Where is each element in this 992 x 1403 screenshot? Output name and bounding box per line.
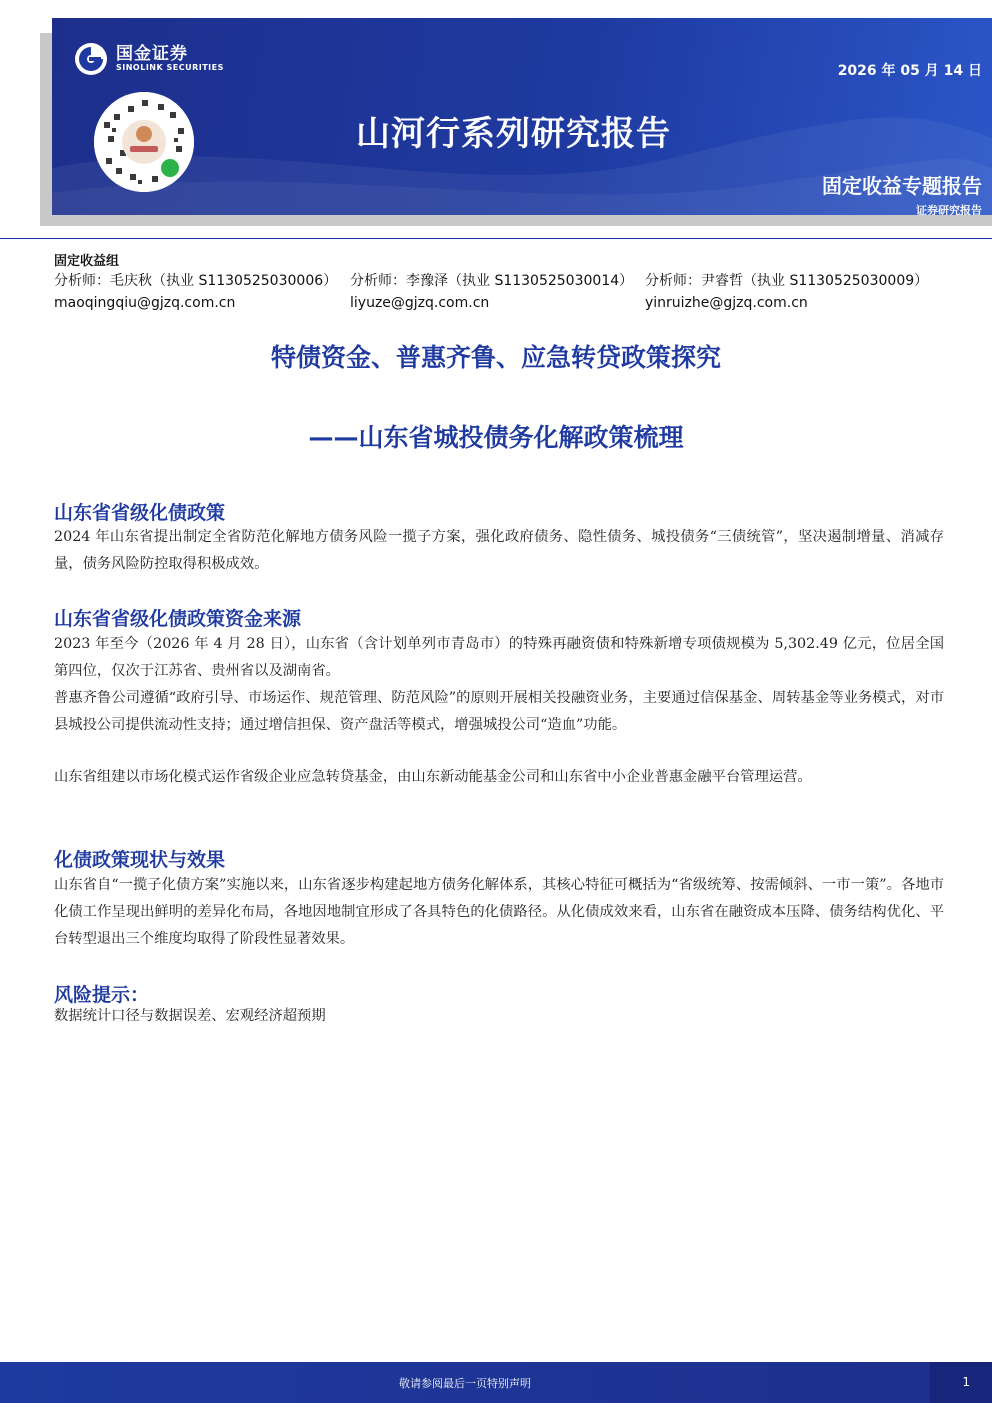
analyst-email[interactable]: liyuze@gjzq.com.cn — [350, 295, 490, 311]
report-type: 固定收益专题报告 — [822, 174, 982, 198]
section-paragraph: 2023 年至今（2026 年 4 月 28 日），山东省（含计划单列市青岛市）的特殊再融资债和特殊新增专项债规模为 5,302.49 亿元，位居全国第四位，仅次于江苏省、贵州省以及湖南省。 — [54, 636, 944, 679]
report-date: 2026 年 05 月 14 日 — [837, 63, 982, 79]
analyst-name: 分析师：尹睿哲（执业 S1130525030009） — [645, 273, 929, 289]
report-title: 特债资金、普惠齐鲁、应急转贷政策探究 — [270, 343, 721, 372]
analyst-email[interactable]: maoqingqiu@gjzq.com.cn — [54, 295, 236, 311]
section-paragraph: 2024 年山东省提出制定全省防范化解地方债务风险一揽子方案，强化政府债务、隐性债务、城投债务“三债统管”，坚决遏制增量、消减存量，债务风险防控取得积极成效。 — [54, 529, 944, 572]
analyst-name: 分析师：毛庆秋（执业 S1130525030006） — [54, 273, 338, 289]
logo-en-text: SINOLINK SECURITIES — [116, 63, 224, 72]
section-heading: 风险提示： — [54, 984, 150, 1006]
footer-page-box — [930, 1362, 992, 1403]
report-subtitle: ——山东省城投债务化解政策梳理 — [308, 423, 684, 452]
section-heading: 山东省省级化债政策资金来源 — [54, 608, 302, 630]
company-logo — [74, 42, 224, 76]
analyst-3 — [645, 270, 928, 314]
analyst-name: 分析师：李豫泽（执业 S1130525030014） — [350, 273, 634, 289]
analyst-email[interactable]: yinruizhe@gjzq.com.cn — [645, 295, 808, 311]
report-subtype: 证券研究报告 — [916, 204, 982, 215]
header-banner — [52, 18, 992, 215]
section-heading: 化债政策现状与效果 — [54, 849, 226, 871]
logo-mark-icon — [74, 42, 108, 76]
analyst-1 — [54, 270, 337, 314]
series-title: 山河行系列研究报告 — [356, 114, 671, 154]
section-paragraph: 山东省自“一揽子化债方案”实施以来，山东省逐步构建起地方债务化解体系，其核心特征可概括为“省级统筹、按需倾斜、一市一策”。各地市化债工作呈现出鲜明的差异化布局，各地因地制宜形成了各具特色的化债路径。从化债成效来看，山东省在融资成本压降、债务结构优化、平台转型退出三个维度均取得了阶段性显著效果。 — [54, 877, 944, 947]
analyst-2 — [350, 270, 633, 314]
section-paragraph: 普惠齐鲁公司遵循“政府引导、市场运作、规范管理、防范风险”的原则开展相关投融资业务，主要通过信保基金、周转基金等业务模式，对市县城投公司提供流动性支持；通过增信担保、资产盘活等模式，增强城投公司“造血”功能。 — [54, 690, 944, 733]
header-divider — [0, 238, 992, 239]
section-paragraph: 山东省组建以市场化模式运作省级企业应急转贷基金，由山东新动能基金公司和山东省中小企业普惠金融平台管理运营。 — [54, 769, 812, 785]
page-number: 1 — [962, 1375, 970, 1389]
qr-pattern — [94, 92, 194, 192]
qr-code-icon[interactable] — [94, 92, 194, 192]
section-heading: 山东省省级化债政策 — [54, 502, 226, 524]
disclaimer-note: 敬请参阅最后一页特别声明 — [399, 1377, 531, 1390]
logo-cn-text: 国金证券 — [116, 44, 188, 64]
section-paragraph: 数据统计口径与数据误差、宏观经济超预期 — [54, 1008, 326, 1024]
team-name: 固定收益组 — [54, 254, 120, 269]
footer-bar — [0, 1362, 992, 1403]
